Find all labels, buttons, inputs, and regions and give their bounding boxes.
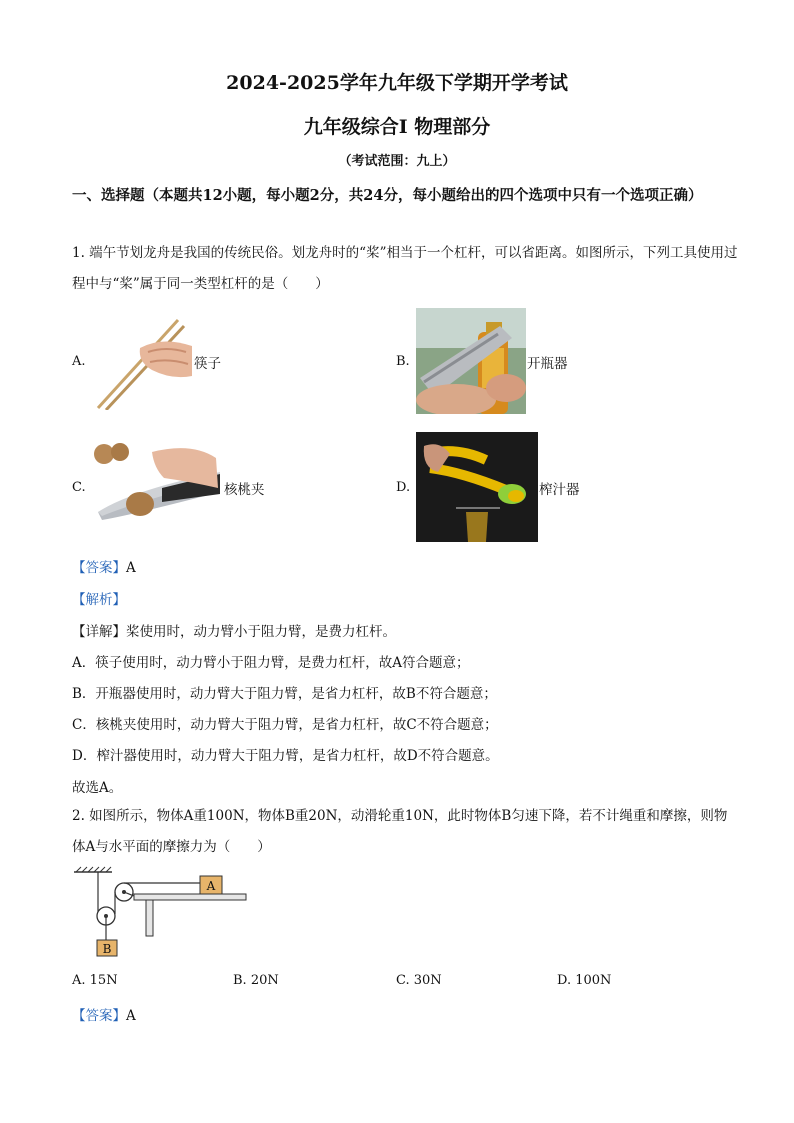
q2-option-b: B. 20N bbox=[233, 973, 279, 988]
q1-explanation-b: B．开瓶器使用时，动力臂大于阻力臂，是省力杠杆，故B不符合题意； bbox=[72, 686, 497, 702]
option-c-name: 核桃夹 bbox=[224, 482, 265, 498]
q1-explanation-a: A．筷子使用时，动力臂小于阻力臂，是费力杠杆，故A符合题意； bbox=[72, 655, 470, 671]
bottle-opener-image bbox=[416, 308, 526, 414]
q2-option-c: C. 30N bbox=[396, 973, 442, 988]
option-a-name: 筷子 bbox=[194, 356, 221, 372]
q1-conclusion: 故选A。 bbox=[72, 780, 123, 796]
option-a-letter: A. bbox=[72, 354, 86, 369]
analysis-tag: 【解析】 bbox=[72, 592, 126, 608]
option-d-name: 榨汁器 bbox=[539, 482, 580, 498]
answer-tag: 【答案】 bbox=[72, 1008, 126, 1024]
q1-answer-line bbox=[72, 556, 136, 576]
option-c-letter: C. bbox=[72, 480, 86, 495]
option-b-letter: B. bbox=[396, 354, 410, 369]
answer-tag: 【答案】 bbox=[72, 560, 126, 576]
exam-title: 2024-2025学年九年级下学期开学考试 bbox=[226, 72, 568, 94]
q2-option-d: D. 100N bbox=[557, 973, 612, 988]
q1-explanation-d: D．榨汁器使用时，动力臂大于阻力臂，是省力杠杆，故D不符合题意。 bbox=[72, 748, 499, 764]
q1-explanation-c: C．核桃夹使用时，动力臂大于阻力臂，是省力杠杆，故C不符合题意； bbox=[72, 717, 498, 733]
detail-tag: 【详解】 bbox=[72, 624, 126, 640]
chopsticks-image bbox=[92, 318, 198, 410]
answer-value: A bbox=[126, 560, 136, 576]
detail-text: 桨使用时，动力臂小于阻力臂，是费力杠杆。 bbox=[126, 624, 396, 640]
answer-value: A bbox=[126, 1008, 136, 1024]
option-d-letter: D. bbox=[396, 480, 411, 495]
exam-subtitle: 九年级综合Ⅰ 物理部分 bbox=[303, 116, 491, 138]
q1-analysis-line bbox=[72, 588, 126, 608]
section-heading: 一、选择题（本题共12小题，每小题2分，共24分，每小题给出的四个选项中只有一个选项正确） bbox=[72, 187, 703, 204]
block-b-label: B bbox=[102, 942, 112, 956]
block-a-label: A bbox=[206, 879, 216, 893]
juicer-image bbox=[416, 432, 538, 542]
q2-answer-line bbox=[72, 1004, 136, 1024]
question-2-stem: 2. 如图所示，物体A重100N，物体B重20N，动滑轮重10N，此时物体B匀速下降，若不计绳重和摩擦，则物体A与水平面的摩擦力为（ ） bbox=[72, 808, 728, 855]
pulley-diagram bbox=[72, 866, 250, 962]
question-1-stem: 1. 端午节划龙舟是我国的传统民俗。划龙舟时的“桨”相当于一个杠杆，可以省距离。如图所示，下列工具使用过程中与“桨”属于同一类型杠杆的是（ ） bbox=[72, 245, 738, 292]
q2-option-a: A. 15N bbox=[72, 973, 118, 988]
exam-scope: （考试范围：九上） bbox=[338, 154, 456, 169]
nutcracker-image bbox=[92, 442, 224, 530]
q1-detail-line bbox=[72, 620, 396, 640]
option-b-name: 开瓶器 bbox=[527, 356, 568, 372]
